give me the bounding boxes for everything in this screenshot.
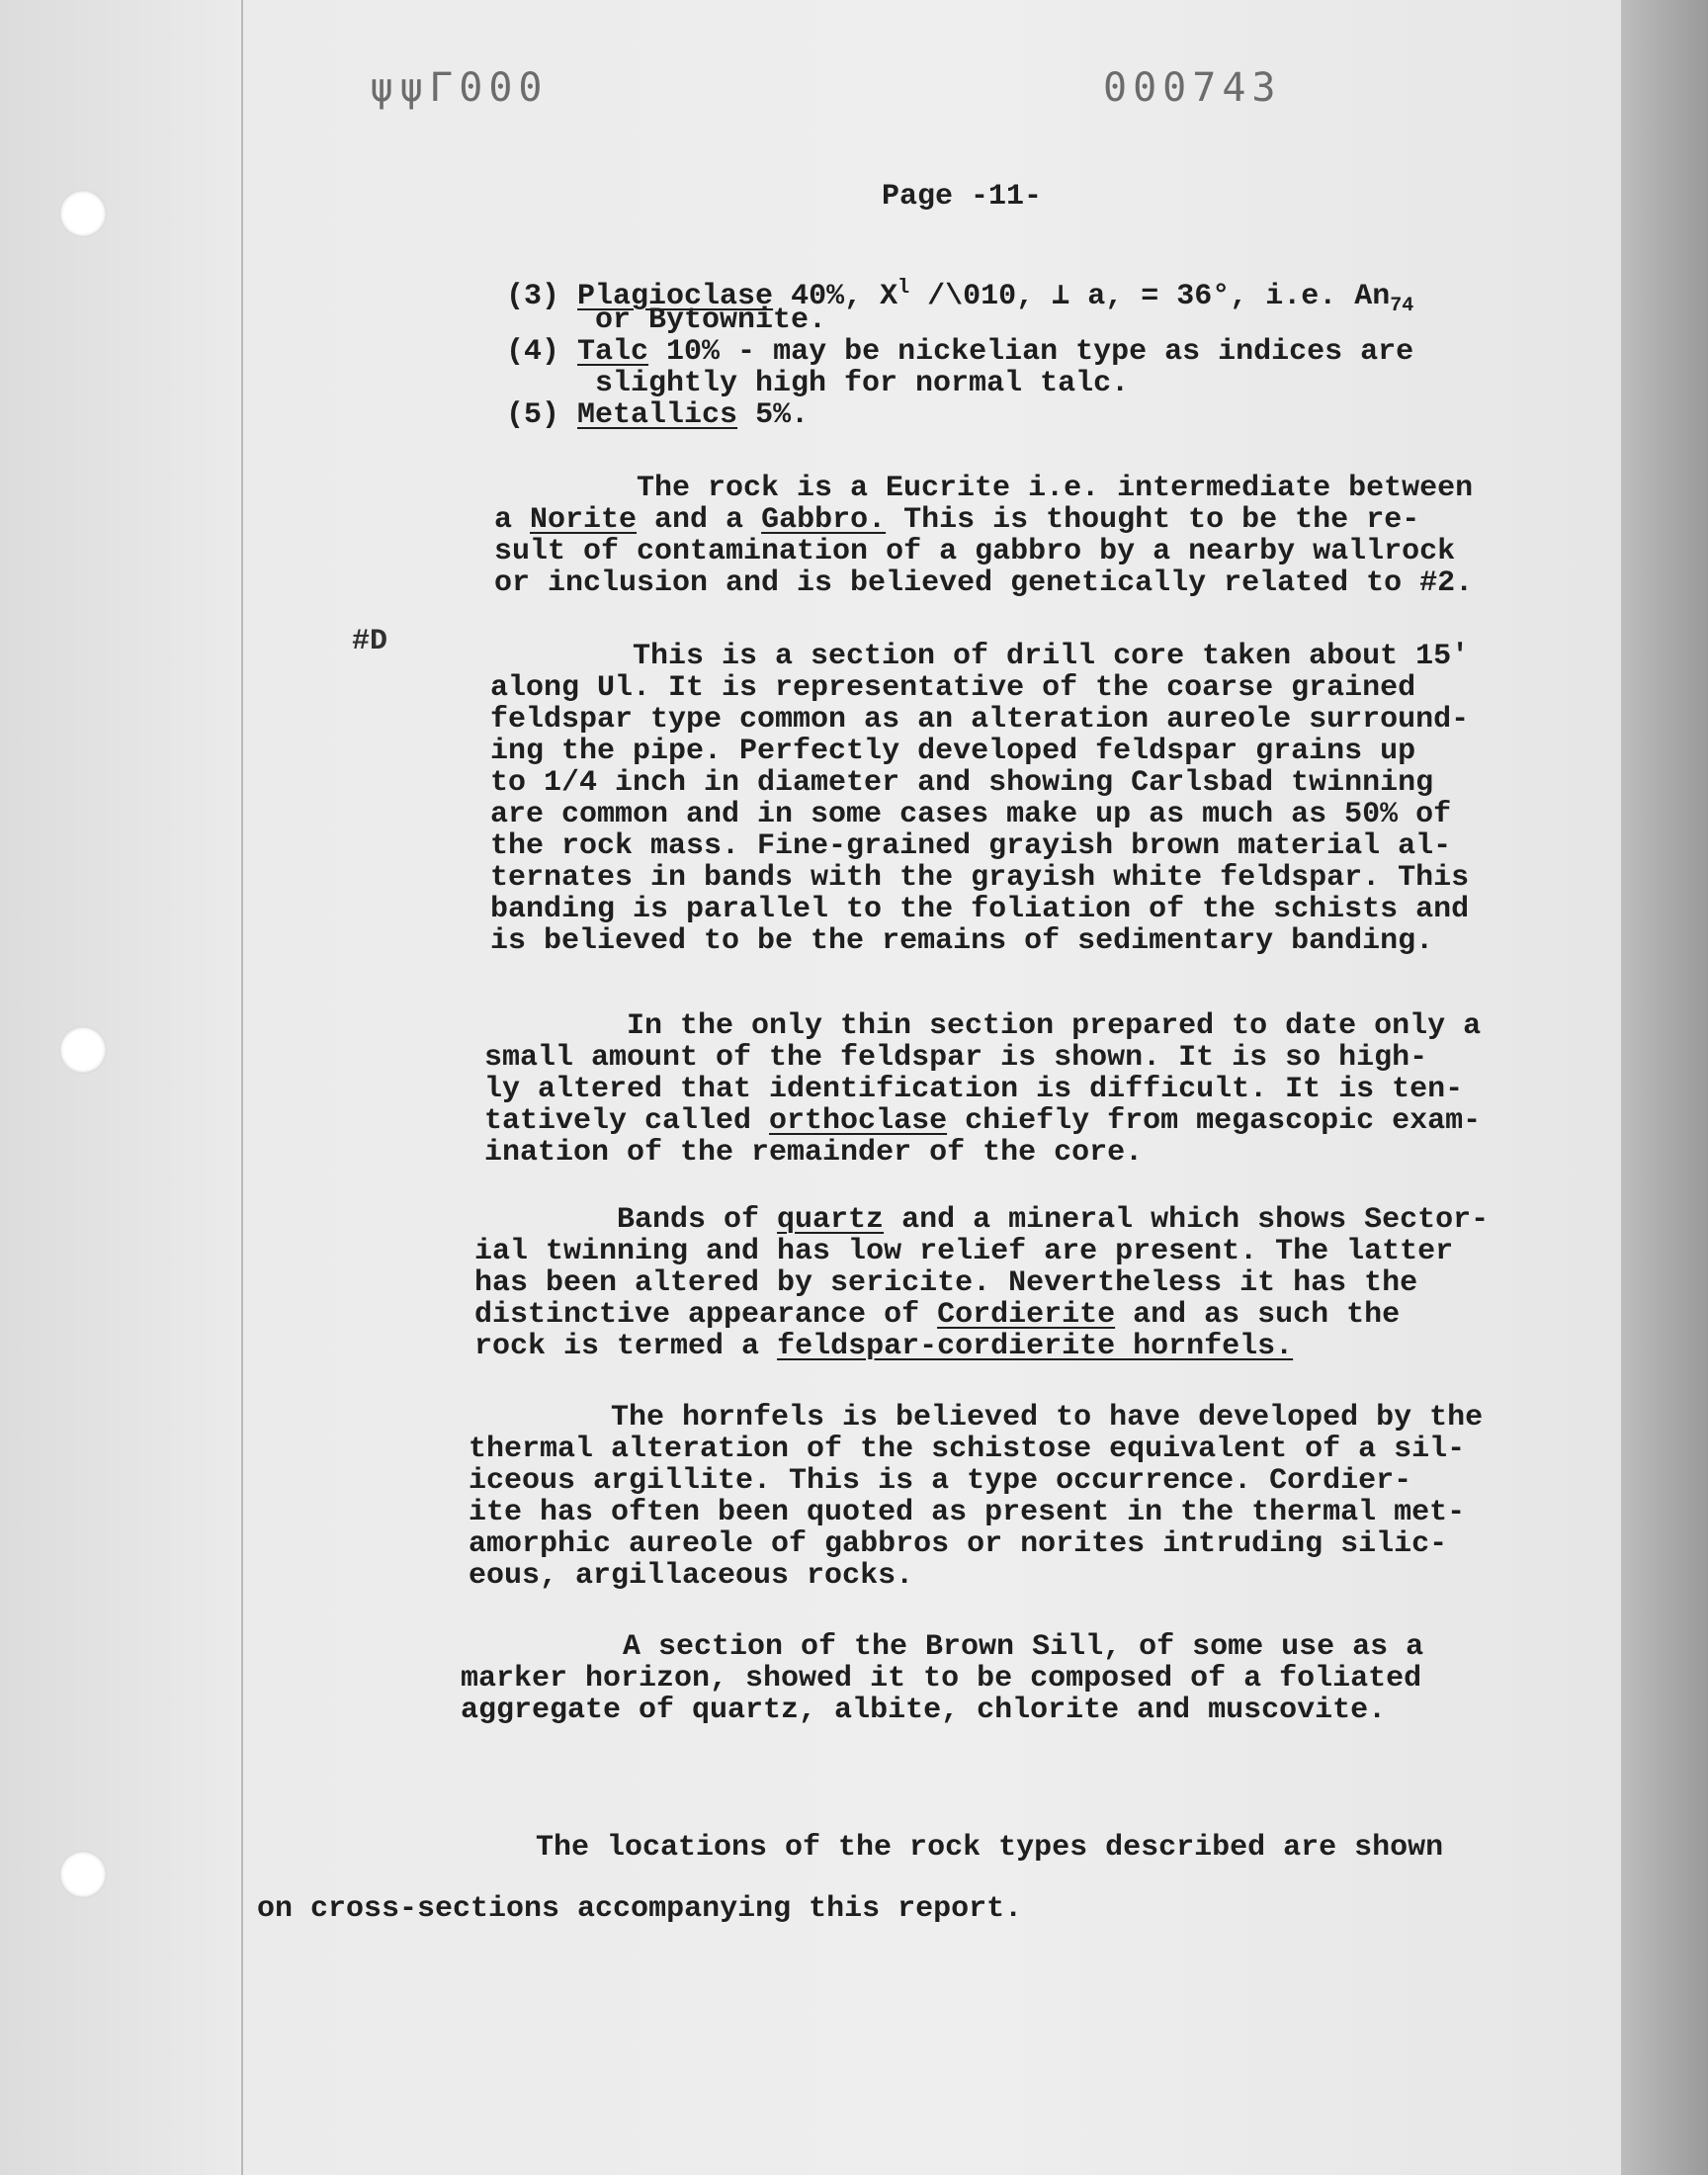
margin-rule xyxy=(241,0,243,2175)
mineral-list xyxy=(506,273,1413,431)
mineral-item-4-cont: slightly high for normal talc. xyxy=(595,367,1130,400)
margin-note-d: #D xyxy=(352,625,388,658)
page-edge-shadow xyxy=(1621,0,1708,2175)
mineral-item-4: (4) Talc 10% - may be nickelian type as indices are xyxy=(506,335,1414,369)
mineral-item-3: (3) Plagioclase 40%, $X^l$ /\010, ⊥ a, = 36°, i.e. $An_{74}$ xyxy=(506,277,1414,317)
paragraph-locations: The locations of the rock types described are shown on cross-sections accompanying this report. xyxy=(257,1831,1444,1926)
stamp-left: ψψΓ000 xyxy=(370,65,549,111)
paragraph-drill-core: This is a section of drill core taken about 15' along Ul. It is representative of the coarse grained feldspar type common as an alteration aureole surround- ing the pipe. Perfectly developed feldspar grains up to 1/4 inch in diameter and showing Carlsbad twinning are common and in some cases make up as much as 50% of the rock mass. Fine-grained grayish brown material al- ternates in bands with the grayish white feldspar. This banding is parallel to the foliation of the schists and is believed to be the remains of sedimentary banding. xyxy=(490,640,1470,958)
binder-hole-top xyxy=(59,190,107,237)
binder-hole-middle xyxy=(59,1026,107,1074)
page-number: Page -11- xyxy=(882,180,1043,214)
paragraph-brown-sill: A section of the Brown Sill, of some use as a marker horizon, showed it to be composed of a foliated aggregate of quartz, albite, chlorite and muscovite. xyxy=(461,1630,1424,1727)
paragraph-eucrite: The rock is a Eucrite i.e. intermediate between a Norite and a Gabbro. This is thought to be the re- sult of contamination of a gabbro by a nearby wallrock or inclusion and is believed genetically related to #2. xyxy=(494,472,1474,600)
mineral-item-3-cont: or Bytownite. xyxy=(595,304,827,337)
paragraph-quartz-bands: Bands of quartz and a mineral which shows Sector- ial twinning and has low relief are present. The latter has been altered by sericite. Nevertheless it has the distinctive appearance of Cordierite and as such the rock is termed a feldspar-cordierite hornfels. xyxy=(474,1203,1490,1363)
mineral-item-5: (5) Metallics 5%. xyxy=(506,398,810,432)
binder-hole-bottom xyxy=(59,1851,107,1898)
stamp-right: 000743 xyxy=(1103,65,1282,111)
paragraph-hornfels: The hornfels is believed to have developed by the thermal alteration of the schistose equivalent of a sil- iceous argillite. This is a type occurrence. Cordier- ite has often been quoted as present in the thermal met- amorphic aureole of gabbros or norites intruding silic- eous, argillaceous rocks. xyxy=(469,1401,1484,1593)
paragraph-thin-section: In the only thin section prepared to date only a small amount of the feldspar is shown. It is so high- ly altered that identification is difficult. It is ten- tatively called orthoclase chiefly from megascopic exam- ination of the remainder of the core. xyxy=(484,1009,1482,1170)
